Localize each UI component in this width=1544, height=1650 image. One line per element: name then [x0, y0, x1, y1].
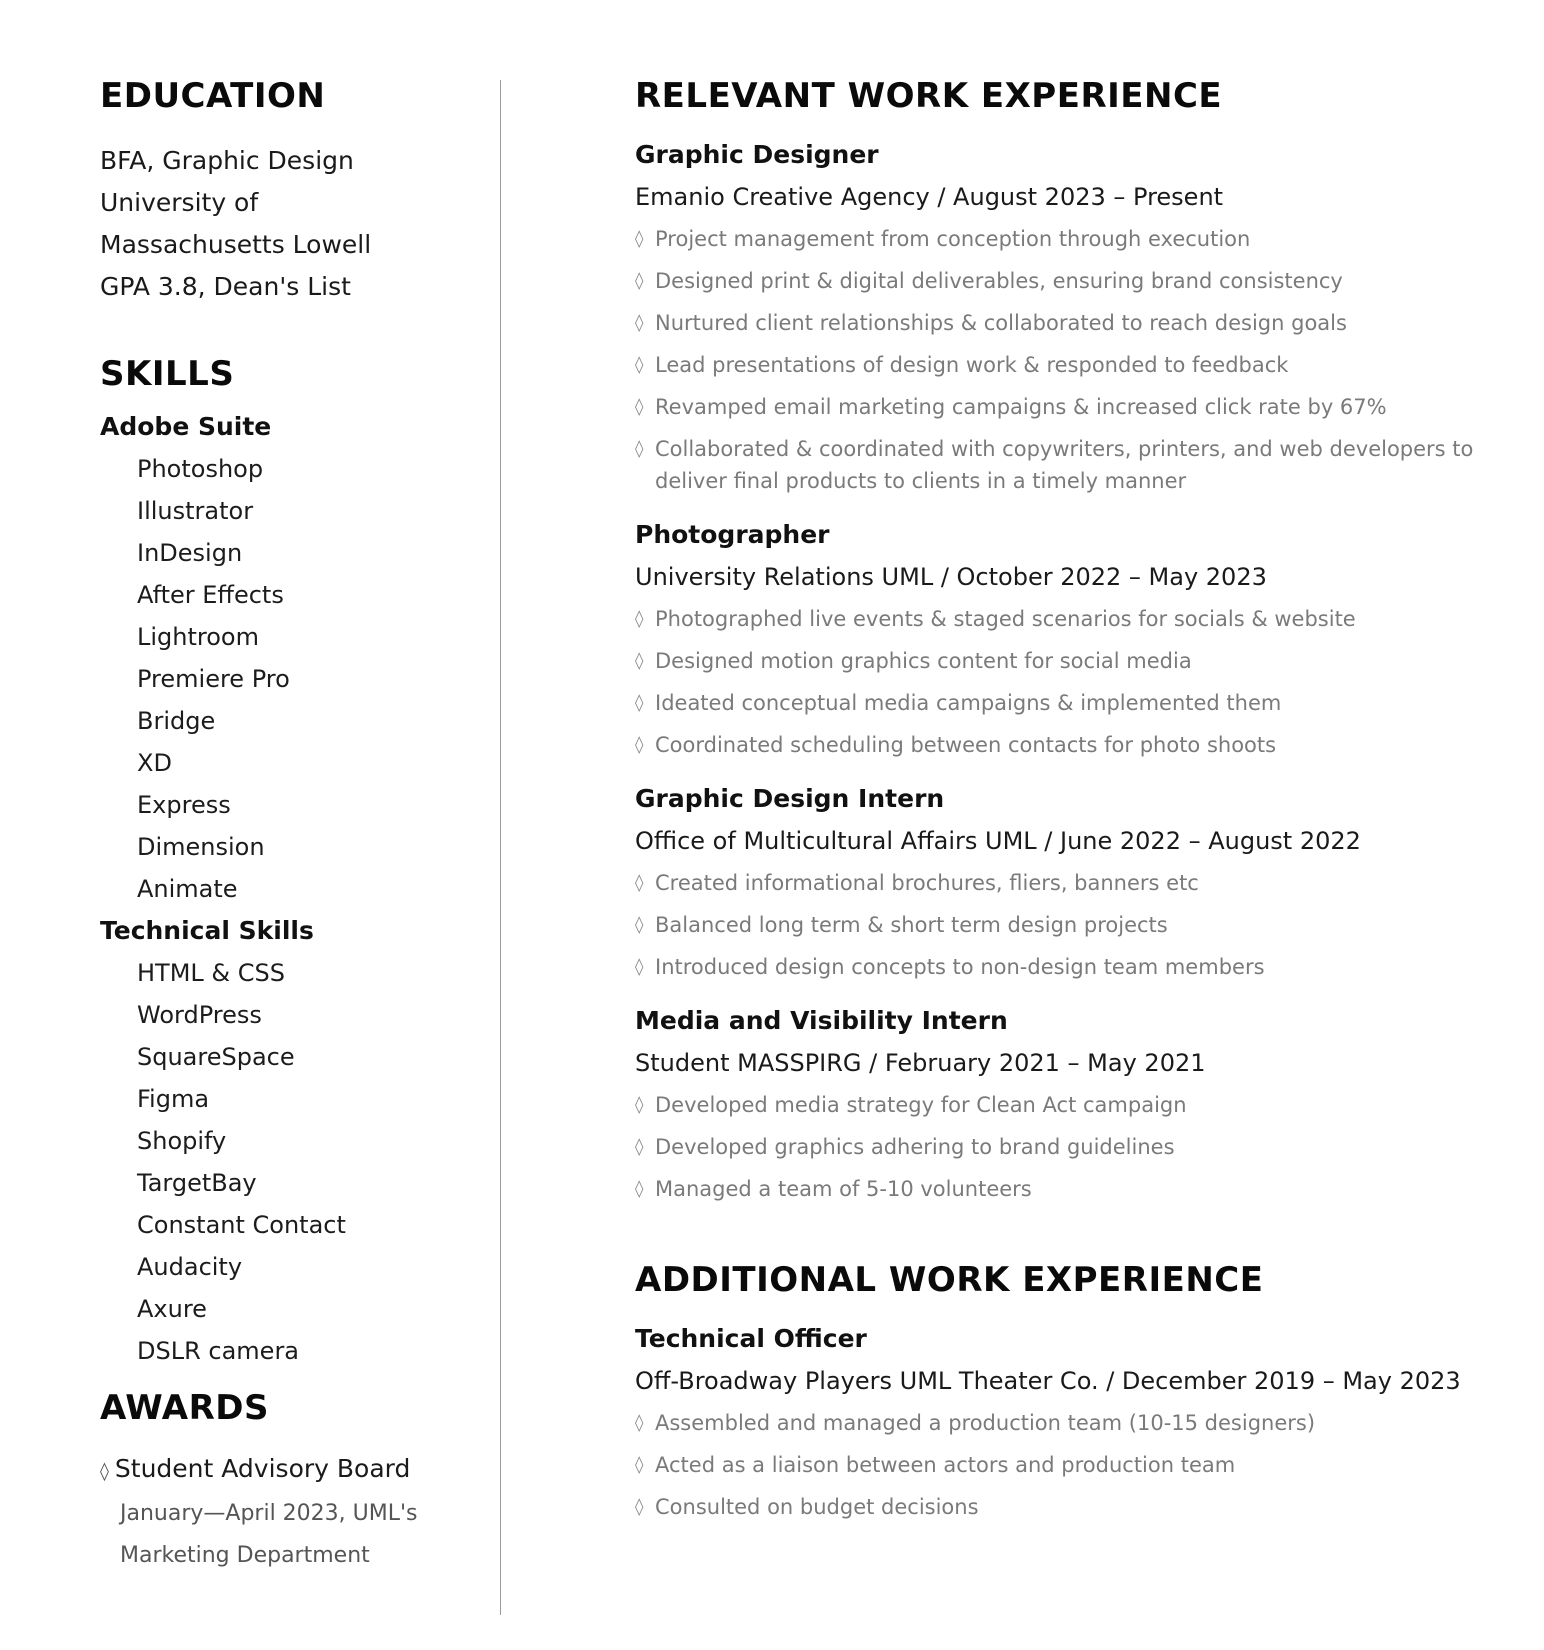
- diamond-bullet-icon: ◊: [635, 1455, 644, 1475]
- diamond-bullet-icon: ◊: [635, 609, 644, 629]
- skill-item: Bridge: [137, 707, 216, 735]
- job-bullet: [635, 946, 1515, 988]
- diamond-bullet-icon: ◊: [635, 873, 644, 893]
- skill-item: Audacity: [137, 1253, 243, 1281]
- skill-item: Axure: [137, 1295, 207, 1323]
- diamond-bullet-icon: ◊: [635, 1137, 644, 1157]
- skill-item: After Effects: [137, 581, 284, 609]
- job-employer-dates: Student MASSPIRG / February 2021 – May 2021: [635, 1049, 1206, 1077]
- job-bullet: [635, 1168, 1515, 1210]
- job-entry: [635, 514, 1515, 766]
- job-employer-dates: Off-Broadway Players UML Theater Co. / December 2019 – May 2023: [635, 1367, 1461, 1395]
- job-bullet-text: Assembled and managed a production team (10-15 designers): [655, 1411, 1316, 1435]
- skill-item: WordPress: [137, 1001, 262, 1029]
- additional-jobs-list: [635, 1318, 1515, 1528]
- job-bullet: [635, 1402, 1515, 1444]
- award-item: [100, 1448, 480, 1577]
- skill-item: Animate: [137, 875, 238, 903]
- job-employer-dates: Emanio Creative Agency / August 2023 – Present: [635, 183, 1224, 211]
- diamond-bullet-icon: ◊: [635, 915, 644, 935]
- diamond-bullet-icon: ◊: [635, 651, 644, 671]
- job-bullet: [635, 640, 1515, 682]
- education-line: GPA 3.8, Dean's List: [100, 272, 351, 301]
- job-bullet: [635, 862, 1515, 904]
- diamond-bullet-icon: ◊: [635, 1095, 644, 1115]
- job-bullet-text: Designed motion graphics content for social media: [655, 649, 1192, 673]
- job-bullet-text: Project management from conception through execution: [655, 227, 1251, 251]
- job-entry: [635, 1000, 1515, 1210]
- left-column: [100, 70, 480, 1577]
- skill-item: HTML & CSS: [137, 959, 285, 987]
- job-bullet: [635, 1084, 1515, 1126]
- education-line: Massachusetts Lowell: [100, 230, 372, 259]
- relevant-experience-heading: RELEVANT WORK EXPERIENCE: [635, 76, 1223, 116]
- job-bullet-text: Developed graphics adhering to brand guidelines: [655, 1135, 1175, 1159]
- skill-item: DSLR camera: [137, 1337, 300, 1365]
- job-bullet-text: Photographed live events & staged scenarios for socials & website: [655, 607, 1356, 631]
- job-bullet-text: Consulted on budget decisions: [655, 1495, 979, 1519]
- job-title: Graphic Designer: [635, 140, 879, 169]
- diamond-bullet-icon: ◊: [635, 313, 644, 333]
- job-entry: [635, 1318, 1515, 1528]
- job-bullet: [635, 344, 1515, 386]
- diamond-bullet-icon: ◊: [635, 735, 644, 755]
- skill-item: Premiere Pro: [137, 665, 290, 693]
- relevant-jobs-list: [635, 134, 1515, 1210]
- skills-heading: SKILLS: [100, 354, 235, 394]
- job-bullet: [635, 724, 1515, 766]
- job-bullet: [635, 1444, 1515, 1486]
- diamond-bullet-icon: ◊: [635, 1497, 644, 1517]
- skill-group-title: Adobe Suite: [100, 412, 272, 441]
- skill-item: SquareSpace: [137, 1043, 295, 1071]
- job-bullet: [635, 904, 1515, 946]
- skill-item: Shopify: [137, 1127, 227, 1155]
- skill-item: Illustrator: [137, 497, 254, 525]
- diamond-bullet-icon: ◊: [100, 1461, 109, 1482]
- job-bullet-text: Managed a team of 5-10 volunteers: [655, 1177, 1032, 1201]
- award-name-text: Student Advisory Board: [114, 1454, 411, 1483]
- skill-item: Photoshop: [137, 455, 264, 483]
- award-detail: January—April 2023, UML's: [120, 1501, 418, 1526]
- job-bullet-text: Coordinated scheduling between contacts for photo shoots: [655, 733, 1277, 757]
- diamond-bullet-icon: ◊: [635, 957, 644, 977]
- job-bullet: [635, 428, 1515, 502]
- diamond-bullet-icon: ◊: [635, 355, 644, 375]
- skill-item: Constant Contact: [137, 1211, 346, 1239]
- diamond-bullet-icon: ◊: [635, 397, 644, 417]
- job-bullet-text: Ideated conceptual media campaigns & implemented them: [655, 691, 1282, 715]
- skill-item: Dimension: [137, 833, 265, 861]
- column-divider: [500, 80, 501, 1615]
- skill-item: Express: [137, 791, 231, 819]
- job-bullet: [635, 682, 1515, 724]
- education-details: [100, 140, 480, 308]
- job-bullet-text: Balanced long term & short term design projects: [655, 913, 1168, 937]
- diamond-bullet-icon: ◊: [635, 271, 644, 291]
- right-column: [635, 70, 1515, 1528]
- diamond-bullet-icon: ◊: [635, 693, 644, 713]
- education-line: University of: [100, 188, 259, 217]
- job-employer-dates: University Relations UML / October 2022 – May 2023: [635, 563, 1267, 591]
- diamond-bullet-icon: ◊: [635, 439, 644, 459]
- skills-list: [100, 406, 480, 1372]
- job-bullet: [635, 386, 1515, 428]
- diamond-bullet-icon: ◊: [635, 1413, 644, 1433]
- job-bullet-text: Revamped email marketing campaigns & increased click rate by 67%: [655, 395, 1387, 419]
- job-bullet: [635, 598, 1515, 640]
- awards-list: [100, 1448, 480, 1577]
- skill-item: Lightroom: [137, 623, 259, 651]
- job-title: Media and Visibility Intern: [635, 1006, 1008, 1035]
- skill-item: Figma: [137, 1085, 210, 1113]
- award-detail: Marketing Department: [120, 1543, 370, 1568]
- job-bullet: [635, 260, 1515, 302]
- job-bullet-text: Collaborated & coordinated with copywriters, printers, and web developers to deliver final products to clients in a timely manner: [655, 437, 1474, 493]
- award-name: [100, 1448, 480, 1493]
- skill-item: XD: [137, 749, 172, 777]
- job-entry: [635, 778, 1515, 988]
- job-bullet-text: Nurtured client relationships & collaborated to reach design goals: [655, 311, 1347, 335]
- skill-item: InDesign: [137, 539, 243, 567]
- job-bullet-text: Acted as a liaison between actors and production team: [655, 1453, 1236, 1477]
- additional-experience-heading: ADDITIONAL WORK EXPERIENCE: [635, 1260, 1264, 1300]
- education-line: BFA, Graphic Design: [100, 146, 354, 175]
- job-entry: [635, 134, 1515, 502]
- job-bullet: [635, 302, 1515, 344]
- job-title: Graphic Design Intern: [635, 784, 945, 813]
- job-bullet-text: Introduced design concepts to non-design team members: [655, 955, 1265, 979]
- skill-item: TargetBay: [137, 1169, 257, 1197]
- job-bullet: [635, 218, 1515, 260]
- job-title: Technical Officer: [635, 1324, 867, 1353]
- job-bullet-text: Developed media strategy for Clean Act campaign: [655, 1093, 1187, 1117]
- job-employer-dates: Office of Multicultural Affairs UML / June 2022 – August 2022: [635, 827, 1361, 855]
- diamond-bullet-icon: ◊: [635, 229, 644, 249]
- job-bullet: [635, 1486, 1515, 1528]
- job-bullet-text: Lead presentations of design work & responded to feedback: [655, 353, 1289, 377]
- awards-heading: AWARDS: [100, 1388, 269, 1428]
- job-bullet-text: Designed print & digital deliverables, ensuring brand consistency: [655, 269, 1343, 293]
- job-bullet: [635, 1126, 1515, 1168]
- skill-group-title: Technical Skills: [100, 916, 314, 945]
- education-heading: EDUCATION: [100, 76, 326, 116]
- job-bullet-text: Created informational brochures, fliers, banners etc: [655, 871, 1199, 895]
- diamond-bullet-icon: ◊: [635, 1179, 644, 1199]
- job-title: Photographer: [635, 520, 830, 549]
